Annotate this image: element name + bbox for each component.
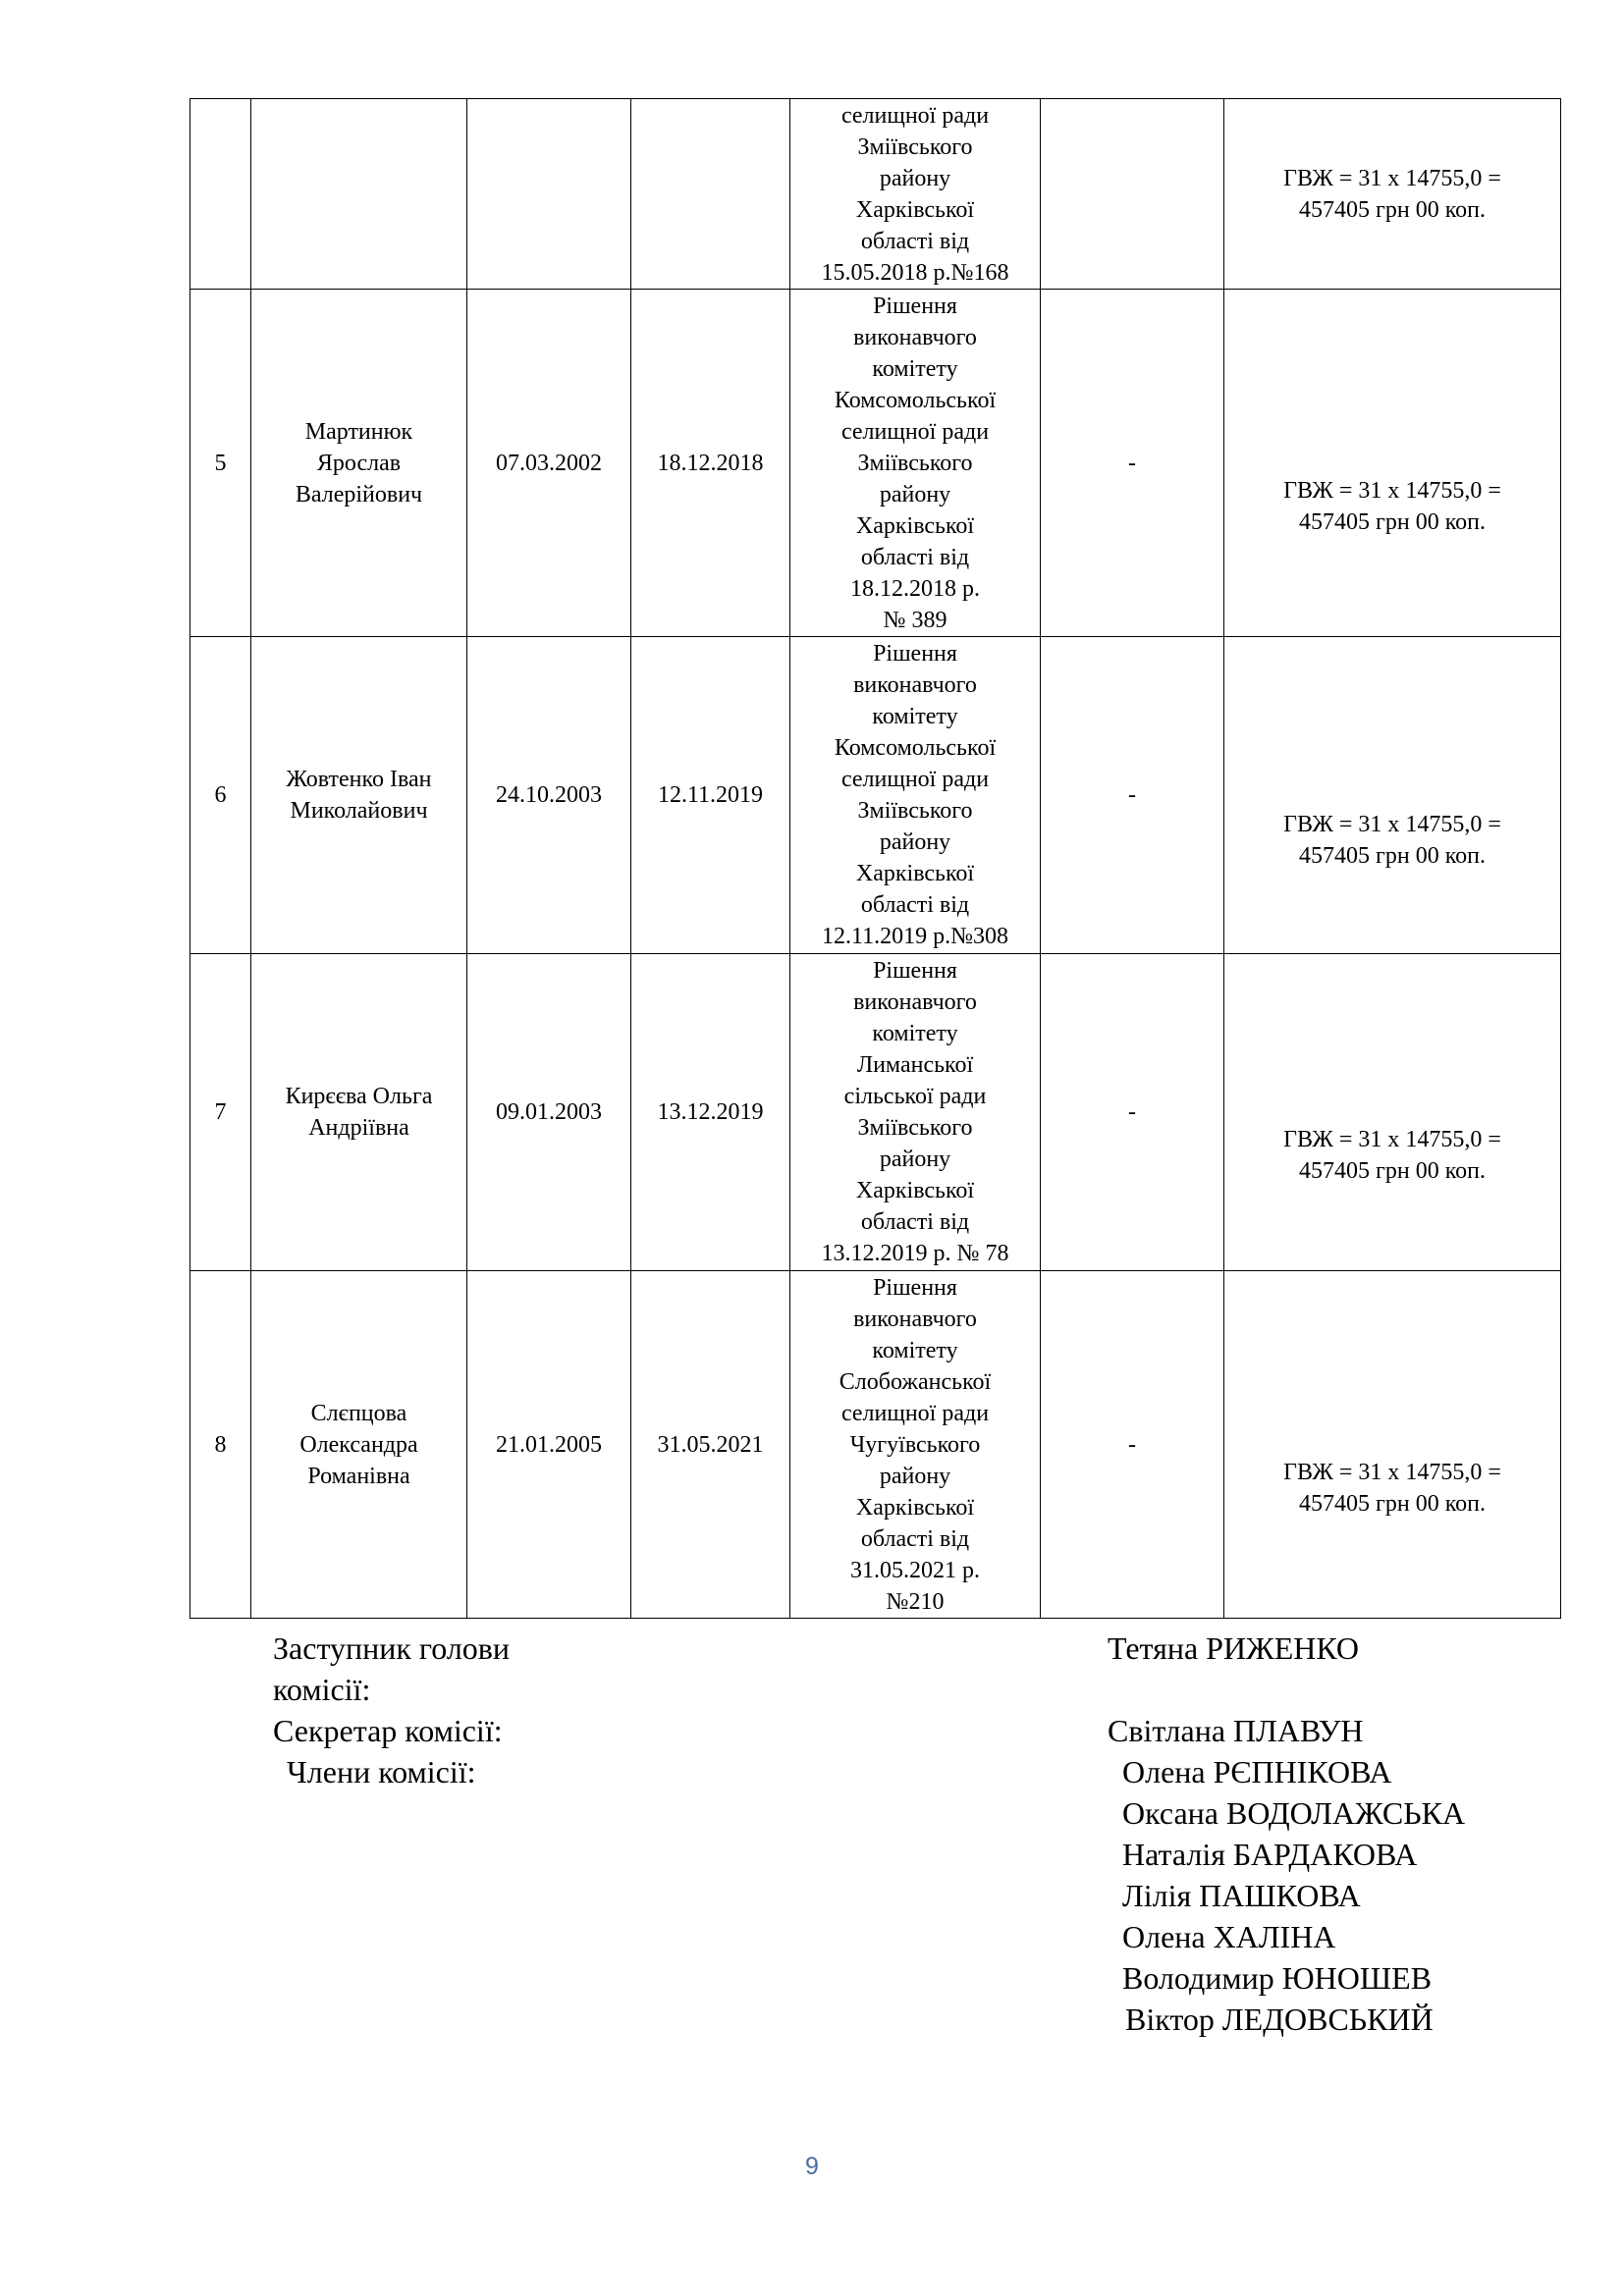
- row-number: 7: [190, 954, 251, 1271]
- table-row: [190, 99, 1561, 290]
- member-name: Володимир ЮНОШЕВ: [1122, 1960, 1433, 1996]
- decision-line: району: [879, 1147, 951, 1172]
- table-row: [190, 1271, 1561, 1619]
- decision-line: області від: [860, 1209, 970, 1235]
- decision-line: 12.11.2019 р.№308: [821, 924, 1008, 949]
- dash-cell: [1041, 99, 1224, 290]
- decision-line: селищної ради: [840, 418, 990, 445]
- person-name: [251, 99, 467, 290]
- person-name: [251, 637, 467, 954]
- secretary-label: Секретар комісії:: [273, 1713, 503, 1748]
- amount-cell: [1224, 637, 1561, 954]
- decision-line: Рішення: [873, 293, 957, 319]
- decision-date: 13.12.2019: [631, 954, 790, 1271]
- birth-date: 09.01.2003: [467, 954, 631, 1271]
- name-line: Романівна: [307, 1463, 410, 1489]
- birth-date: 21.01.2005: [467, 1271, 631, 1619]
- member-name: Віктор ЛЕДОВСЬКИЙ: [1125, 2002, 1434, 2037]
- deputy-chair-label: Заступник голови: [273, 1630, 511, 1666]
- amount-line: ГВЖ = 31 х 14755,0 =: [1283, 812, 1501, 837]
- decision-line: Комсомольської: [834, 735, 997, 761]
- table-row: [190, 290, 1561, 637]
- decision-line: Зміївського: [857, 1115, 973, 1141]
- name-line: Миколайович: [290, 798, 428, 824]
- member-name: Олена ХАЛІНА: [1122, 1919, 1336, 1954]
- birth-date: 07.03.2002: [467, 290, 631, 637]
- decision-line: Чугуївського: [849, 1431, 981, 1458]
- registry-table: [189, 98, 1561, 1619]
- name-line: Ярослав: [316, 450, 402, 476]
- decision-line: району: [879, 1463, 951, 1489]
- table-row: [190, 954, 1561, 1271]
- decision-line: Харківської: [855, 861, 975, 886]
- decision-line: Зміївського: [857, 450, 973, 476]
- decision-text: [790, 954, 1041, 1271]
- decision-line: 18.12.2018 р.: [850, 575, 980, 602]
- name-line: Олександра: [299, 1431, 418, 1458]
- member-name: Оксана ВОДОЛАЖСЬКА: [1122, 1795, 1466, 1831]
- dash-cell: -: [1041, 290, 1224, 637]
- amount-line: 457405 грн 00 коп.: [1299, 1490, 1486, 1517]
- name-line: Жовтенко Іван: [286, 767, 432, 792]
- amount-cell: [1224, 290, 1561, 637]
- decision-line: № 389: [883, 607, 947, 633]
- decision-line: №210: [886, 1588, 945, 1615]
- name-line: Мартинюк: [304, 418, 413, 445]
- name-line: Слєпцова: [310, 1400, 407, 1426]
- row-number: [190, 99, 251, 290]
- person-name: [251, 954, 467, 1271]
- decision-line: комітету: [872, 355, 958, 382]
- decision-line: комітету: [872, 1021, 958, 1046]
- decision-line: району: [879, 165, 951, 191]
- amount-cell: [1224, 954, 1561, 1271]
- decision-line: селищної ради: [840, 102, 990, 129]
- decision-line: Харківської: [855, 196, 975, 223]
- decision-line: області від: [860, 1525, 970, 1552]
- page-number: 9: [805, 2153, 819, 2180]
- amount-cell: [1224, 99, 1561, 290]
- decision-line: комітету: [872, 704, 958, 729]
- decision-line: Харківської: [855, 512, 975, 539]
- registry-table-body: [190, 99, 1561, 1619]
- decision-line: Слобожанської: [839, 1368, 992, 1395]
- amount-line: 457405 грн 00 коп.: [1299, 1158, 1486, 1184]
- decision-line: Харківської: [855, 1178, 975, 1203]
- amount-line: ГВЖ = 31 х 14755,0 =: [1283, 477, 1501, 504]
- decision-line: Рішення: [873, 641, 957, 667]
- decision-text: [790, 1271, 1041, 1619]
- decision-line: області від: [860, 228, 970, 254]
- decision-line: селищної ради: [840, 767, 990, 792]
- name-line: Андріївна: [308, 1115, 409, 1141]
- members-label: Члени комісії:: [287, 1754, 476, 1789]
- deputy-chair-name: Тетяна РИЖЕНКО: [1108, 1630, 1360, 1666]
- decision-line: Зміївського: [857, 133, 973, 160]
- birth-date: 24.10.2003: [467, 637, 631, 954]
- amount-line: ГВЖ = 31 х 14755,0 =: [1283, 1459, 1501, 1485]
- decision-line: виконавчого: [853, 1306, 977, 1332]
- decision-date: 18.12.2018: [631, 290, 790, 637]
- decision-text: [790, 290, 1041, 637]
- decision-line: комітету: [872, 1337, 958, 1363]
- decision-line: селищної ради: [840, 1400, 990, 1426]
- decision-line: 31.05.2021 р.: [850, 1557, 980, 1583]
- member-name: Лілія ПАШКОВА: [1122, 1878, 1361, 1913]
- amount-line: ГВЖ = 31 х 14755,0 =: [1283, 1127, 1501, 1152]
- name-line: Валерійович: [295, 481, 423, 507]
- decision-text: [790, 99, 1041, 290]
- decision-line: Зміївського: [857, 798, 973, 824]
- amount-line: 457405 грн 00 коп.: [1299, 843, 1486, 869]
- row-number: 5: [190, 290, 251, 637]
- decision-text: [790, 637, 1041, 954]
- birth-date: [467, 99, 631, 290]
- decision-line: виконавчого: [853, 672, 977, 698]
- amount-line: 457405 грн 00 коп.: [1299, 508, 1486, 535]
- member-name: Наталія БАРДАКОВА: [1122, 1837, 1418, 1872]
- amount-line: 457405 грн 00 коп.: [1299, 196, 1486, 223]
- decision-line: Рішення: [873, 958, 957, 984]
- person-name: [251, 1271, 467, 1619]
- dash-cell: -: [1041, 637, 1224, 954]
- decision-line: району: [879, 829, 951, 855]
- decision-date: 12.11.2019: [631, 637, 790, 954]
- dash-cell: -: [1041, 954, 1224, 1271]
- decision-line: виконавчого: [853, 989, 977, 1015]
- row-number: 6: [190, 637, 251, 954]
- amount-line: ГВЖ = 31 х 14755,0 =: [1283, 165, 1501, 191]
- deputy-chair-label-cont: комісії:: [273, 1672, 371, 1707]
- decision-date: 31.05.2021: [631, 1271, 790, 1619]
- secretary-name: Світлана ПЛАВУН: [1108, 1713, 1364, 1748]
- decision-line: Лиманської: [856, 1052, 974, 1078]
- dash-cell: -: [1041, 1271, 1224, 1619]
- person-name: [251, 290, 467, 637]
- decision-line: виконавчого: [853, 324, 977, 350]
- row-number: 8: [190, 1271, 251, 1619]
- decision-line: району: [879, 481, 951, 507]
- decision-line: Комсомольської: [834, 387, 997, 413]
- decision-line: Рішення: [873, 1274, 957, 1301]
- member-name: Олена РЄПНІКОВА: [1122, 1754, 1392, 1789]
- amount-cell: [1224, 1271, 1561, 1619]
- decision-line: області від: [860, 544, 970, 570]
- decision-line: сільської ради: [843, 1084, 987, 1109]
- decision-line: 13.12.2019 р. № 78: [821, 1241, 1009, 1266]
- name-line: Кирєєва Ольга: [285, 1084, 433, 1109]
- decision-line: області від: [860, 892, 970, 918]
- decision-date: [631, 99, 790, 290]
- table-row: [190, 637, 1561, 954]
- decision-line: 15.05.2018 р.№168: [821, 259, 1009, 286]
- decision-line: Харківської: [855, 1494, 975, 1521]
